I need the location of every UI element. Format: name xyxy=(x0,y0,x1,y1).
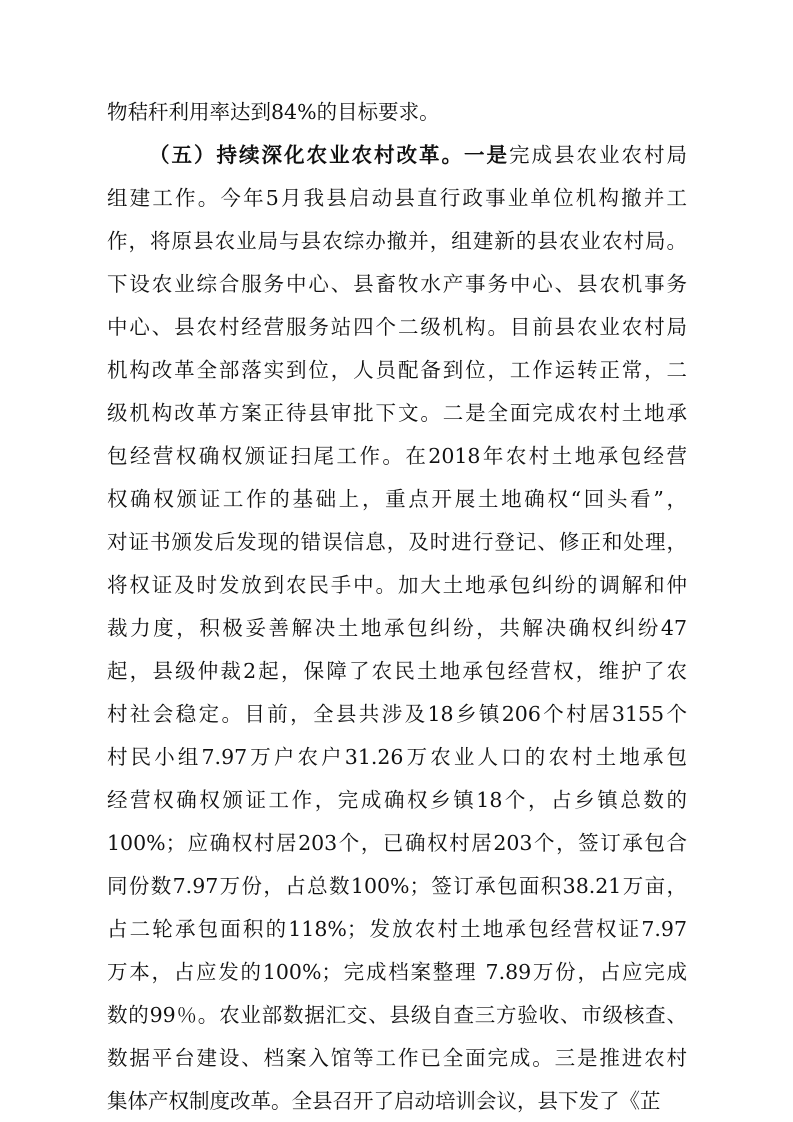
text-line: 下设农业综合服务中心、县畜牧水产事务中心、县农机事务 xyxy=(107,272,687,296)
text-line: 将权证及时发放到农民手中。加大土地承包纠纷的调解和仲 xyxy=(107,573,687,597)
text-line: 级机构改革方案正待县审批下文。二是全面完成农村土地承 xyxy=(107,401,687,425)
text-line: 物秸秆利用率达到84%的目标要求。 xyxy=(107,100,440,124)
text-line: 作，将原县农业局与县农综办撤并，组建新的县农业农村局。 xyxy=(107,229,687,253)
text-line: 同份数7.97万份，占总数100%；签订承包面积38.21万亩， xyxy=(107,874,687,898)
enumeration-lead: 一是 xyxy=(464,143,509,167)
text-line: 集体产权制度改革。全县召开了启动培训会议，县下发了《芷 xyxy=(107,1089,661,1113)
text-line: 起，县级仲裁2起，保障了农民土地承包经营权，维护了农 xyxy=(107,659,687,683)
text-line: 对证书颁发后发现的错误信息，及时进行登记、修正和处理， xyxy=(107,530,687,554)
text-line: 村社会稳定。目前，全县共涉及18乡镇206个村居3155个 xyxy=(107,702,687,726)
text-line: 占二轮承包面积的118%；发放农村土地承包经营权证7.97 xyxy=(107,917,687,941)
text-line: 村民小组7.97万户农户31.26万农业人口的农村土地承包 xyxy=(107,745,687,769)
text-line: 经营权确权颁证工作，完成确权乡镇18个，占乡镇总数的 xyxy=(107,788,687,812)
text-line: 机构改革全部落实到位，人员配备到位，工作运转正常，二 xyxy=(107,358,687,382)
text-line: 100%；应确权村居203个，已确权村居203个，签订承包合 xyxy=(107,831,687,855)
text-line: 数的99％。农业部数据汇交、县级自查三方验收、市级核查、 xyxy=(107,1003,687,1027)
section-heading-line xyxy=(107,139,687,171)
text-line: 包经营权确权颁证扫尾工作。在2018年农村土地承包经营 xyxy=(107,444,687,468)
heading-continuation: 完成县农业农村局 xyxy=(509,143,687,167)
section-heading: （五）持续深化农业农村改革。 xyxy=(149,143,464,167)
text-line: 数据平台建设、档案入馆等工作已全面完成。三是推进农村 xyxy=(107,1046,687,1070)
text-line: 裁力度，积极妥善解决土地承包纠纷，共解决确权纠纷47 xyxy=(107,616,687,640)
text-line: 组建工作。今年5月我县启动县直行政事业单位机构撤并工 xyxy=(107,186,687,210)
text-line: 万本，占应发的100%；完成档案整理 7.89万份，占应完成 xyxy=(107,960,687,984)
text-line: 权确权颁证工作的基础上，重点开展土地确权“回头看”， xyxy=(107,487,687,511)
text-line: 中心、县农村经营服务站四个二级机构。目前县农业农村局 xyxy=(107,315,687,339)
